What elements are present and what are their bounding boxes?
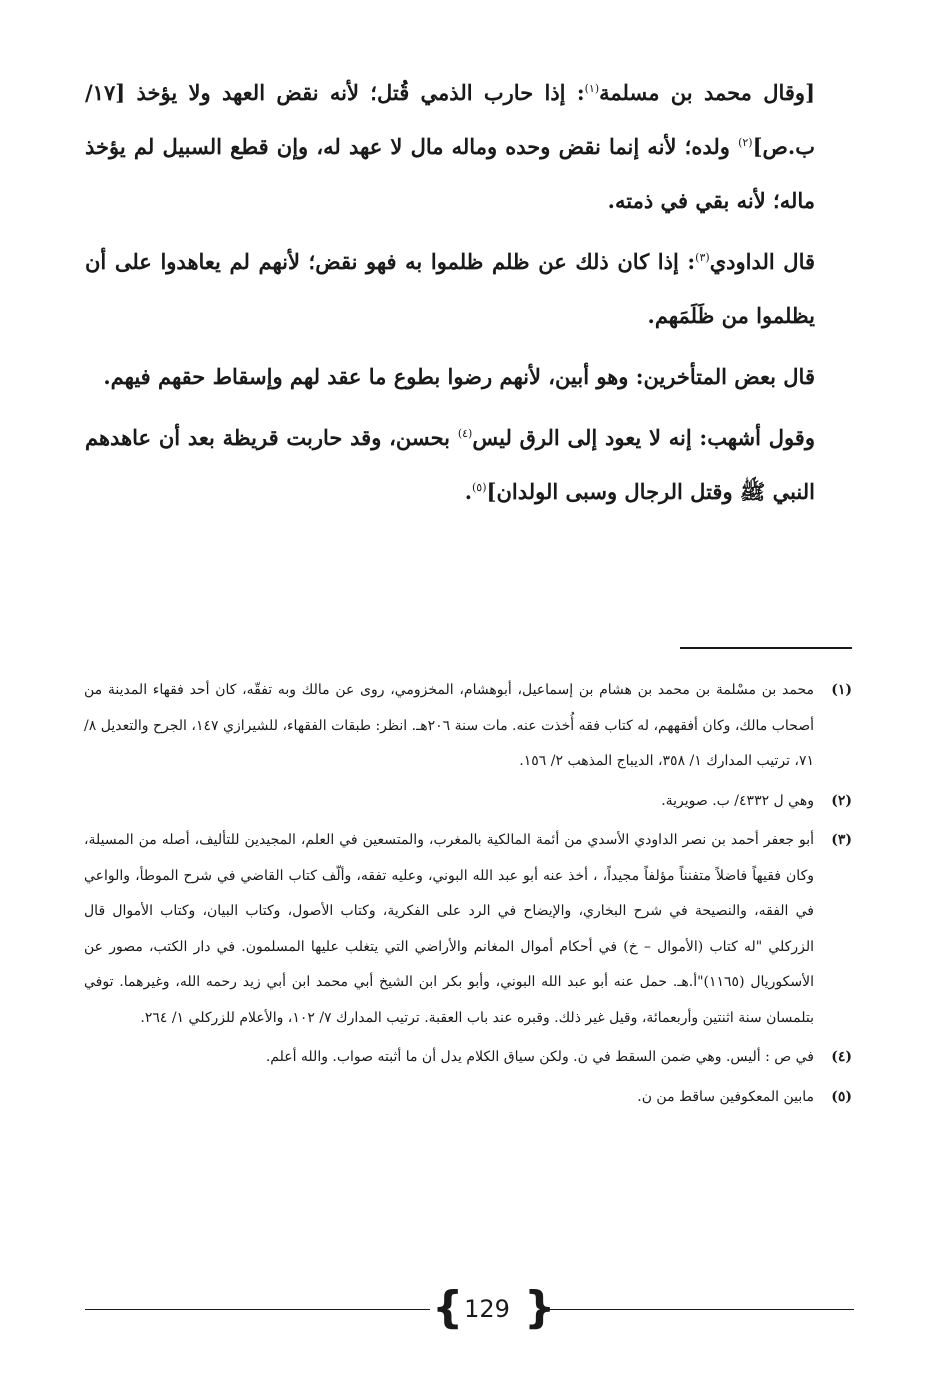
body-text: بحسن، وقد حاربت قريظة بعد أن عاهدهم النبي ﷺ وقتل الرجال وسبى الولدان] xyxy=(85,425,815,504)
footnote-ref-5: (٥) xyxy=(472,481,487,494)
quote-lead: قال بعض المتأخرين xyxy=(643,364,815,389)
body-paragraph-3 xyxy=(85,350,815,404)
footnotes-section xyxy=(84,673,852,1119)
footnote-5 xyxy=(84,1080,852,1116)
footnote-ref-3: (٣) xyxy=(695,251,710,264)
main-body-text xyxy=(85,66,815,526)
body-paragraph-1 xyxy=(85,66,815,228)
footnote-text: وهي ل ٤٣٣٢/ ب. صويرية. xyxy=(661,792,814,809)
body-text: . xyxy=(464,479,472,504)
footnote-ref-2: (٢) xyxy=(738,136,753,149)
body-paragraph-4 xyxy=(85,411,815,519)
footnote-2 xyxy=(84,784,852,820)
footnote-ref-1: (١) xyxy=(584,82,600,95)
page-number-bracket-close: } xyxy=(524,1282,556,1333)
page-footer xyxy=(0,1282,937,1335)
body-text: : إذا كان ذلك عن ظلم ظلموا به فهو نقض؛ لأنهم لم يعاهدوا على أن يظلموا من ظَلَمَهم. xyxy=(85,249,815,328)
body-text: ولده؛ لأنه إنما نقض وحده وماله مال لا عهد له، وإن قطع السبيل لم يؤخذ ماله؛ لأنه بقي في ذمته. xyxy=(85,134,815,213)
footnote-number: (١) xyxy=(831,682,852,698)
footnote-number: (٢) xyxy=(831,792,852,809)
footnote-3 xyxy=(84,823,852,1036)
quote-lead: [وقال محمد بن مسلمة xyxy=(599,80,816,105)
footnote-number: (٣) xyxy=(831,832,852,848)
body-paragraph-2 xyxy=(85,235,815,343)
footnote-number: (٥) xyxy=(831,1088,852,1105)
footer-rule-left xyxy=(85,1309,430,1310)
footnote-separator xyxy=(680,647,852,649)
footnote-4 xyxy=(84,1040,852,1076)
footnote-number: (٤) xyxy=(831,1049,852,1065)
page-number-bracket-open: { xyxy=(432,1282,464,1333)
body-text: : إنه لا يعود إلى الرق ليس xyxy=(472,425,708,450)
footnote-text: مابين المعكوفين ساقط من ن. xyxy=(637,1088,814,1105)
page-number: 129 xyxy=(464,1295,510,1323)
footnote-text: أبو جعفر أحمد بن نصر الداودي الأسدي من أئمة المالكية بالمغرب، والمتسعين في العلم، المجيدين للتأليف، أصله من المسيلة، وكان فقيهاً فاضلاً متفنناً مؤلفاً مجيداً، ، أخذ عنه أبو عبد الله البوني، وعليه تفقه، وألّف كتاب القاضي في شرح الموطأ، والواعي في الفقه، والنصيحة في شرح البخاري، والإيضاح في الرد على الفكرية، وكتاب الأصول، وكتاب البيان، وكتاب الأموال قال الزركلي "له كتاب (الأموال – خ) في أحكام أموال المغانم والأراضي التي يتغلب عليها المسلمون. في دار الكتب، مصور عن الأسكوريال (١١٦٥)"أ.هـ. حمل عنه أبو عبد الله البوني، وأبو بكر ابن الشيخ أبي محمد ابن أبي زيد رحمه الله، وغيرهما. توفي بتلمسان سنة اثنتين وأربعمائة، وقيل غير ذلك. وقبره عند باب العقبة. ترتيب المدارك ٧/ ١٠٢، والأعلام للزركلي ١/ ٢٦٤. xyxy=(84,832,814,1026)
body-text: : إذا حارب الذمي قُتل؛ لأنه نقض العهد ولا يؤخذ [١٧/ ب.ص] xyxy=(85,80,815,159)
footnote-text: محمد بن مسْلمة بن محمد بن هشام بن إسماعيل، أبوهشام، المخزومي، روى عن مالك وبه تفقّه، كان أحد فقهاء المدينة من أصحاب مالك، وكان أفقههم، له كتاب فقه أُخذت عنه. مات سنة ٢٠٦هـ. انظر: طبقات الفقهاء، للشيرازي ١٤٧، الجرح والتعديل ٨/ ٧١، ترتيب المدارك ١/ ٣٥٨، الديباج المذهب ٢/ ١٥٦. xyxy=(84,682,815,769)
body-text: : وهو أبين، لأنهم رضوا بطوع ما عقد لهم وإسقاط حقهم فيهم. xyxy=(103,364,644,389)
quote-lead: قال الداودي xyxy=(709,249,816,274)
footnote-1 xyxy=(84,673,852,780)
footnote-ref-4: (٤) xyxy=(457,427,473,440)
footer-rule-right xyxy=(542,1309,854,1310)
footnote-text: في ص : أليس. وهي ضمن السقط في ن. ولكن سياق الكلام يدل أن ما أثبته صواب. والله أعلم. xyxy=(265,1049,814,1065)
quote-lead: وقول أشهب xyxy=(707,425,815,450)
